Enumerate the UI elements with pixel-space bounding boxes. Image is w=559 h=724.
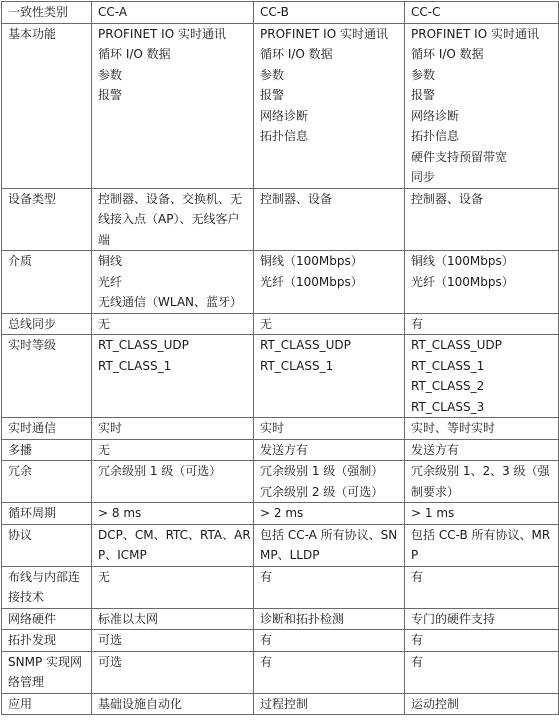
cell-text: 冗余级别 1、2、3 级（强制要求） xyxy=(411,464,550,499)
header-cell-category xyxy=(2,2,92,24)
cell-text: 总线同步 xyxy=(8,316,57,331)
cell-text: 冗余级别 1 级（可选） xyxy=(98,464,222,478)
cell-text: 标准以太网 xyxy=(98,611,159,626)
cell-text: 网络硬件 xyxy=(8,611,57,626)
cell-text: 可选 xyxy=(98,654,123,669)
cell-text: 实时 xyxy=(98,421,123,435)
cc-c-cell xyxy=(405,418,559,440)
cc-c-cell xyxy=(405,566,559,608)
cc-b-cell xyxy=(254,439,405,461)
cc-b-cell xyxy=(254,188,405,251)
cell-text: 基础设施自动化 xyxy=(98,696,183,711)
cell-text: 铜线 xyxy=(98,254,123,268)
cell-text: 过程控制 xyxy=(260,696,309,711)
category-cell xyxy=(2,251,92,314)
table-row xyxy=(2,23,559,188)
table-row xyxy=(2,524,559,566)
cell-text: 基本功能 xyxy=(8,26,57,41)
cell-text: 报警 xyxy=(260,88,285,102)
cell-text: 实时、等时实时 xyxy=(411,421,496,435)
cell-text: 专门的硬件支持 xyxy=(411,611,496,626)
table-row xyxy=(2,693,559,715)
cc-b-cell xyxy=(254,418,405,440)
cell-text: 包括 CC-A 所有协议、SNMP、LLDP xyxy=(260,527,398,562)
cc-c-cell xyxy=(405,608,559,630)
profinet-conformance-class-table xyxy=(1,1,559,715)
cell-text: 拓扑信息 xyxy=(260,129,309,143)
cc-c-cell xyxy=(405,630,559,652)
table-body xyxy=(2,2,559,715)
category-cell xyxy=(2,418,92,440)
cell-text: CC-C xyxy=(411,5,441,19)
cell-text: 同步 xyxy=(411,170,436,184)
category-cell xyxy=(2,608,92,630)
cell-text: 参数 xyxy=(98,67,123,82)
category-cell xyxy=(2,503,92,525)
cell-text: 铜线（100Mbps） xyxy=(260,254,363,268)
cell-text: CC-A xyxy=(98,5,128,19)
cell-text: 光纤（100Mbps） xyxy=(411,274,514,289)
cell-text: 布线与内部连接技术 xyxy=(8,569,81,604)
cell-text: 有 xyxy=(260,654,273,669)
cell-text: 冗余级别 2 级（可选） xyxy=(260,484,384,499)
cell-text: 参数 xyxy=(411,67,436,82)
category-cell xyxy=(2,693,92,715)
cc-b-cell xyxy=(254,630,405,652)
cc-b-cell xyxy=(254,251,405,314)
cell-text: 无 xyxy=(98,569,111,584)
cell-text: > 2 ms xyxy=(260,506,304,520)
category-cell xyxy=(2,439,92,461)
cc-c-cell xyxy=(405,524,559,566)
table-row xyxy=(2,566,559,608)
cell-text: 控制器、设备 xyxy=(260,191,333,206)
cell-text: RT_CLASS_1 xyxy=(411,358,485,373)
cell-text: CC-B xyxy=(260,5,289,19)
cc-b-cell xyxy=(254,651,405,693)
cell-text: > 8 ms xyxy=(98,506,142,520)
cell-text: 控制器、设备、交换机、无线接入点（AP）、无线客户端 xyxy=(98,191,243,247)
category-cell xyxy=(2,313,92,335)
cc-a-cell xyxy=(92,23,254,188)
cell-text: 无 xyxy=(98,442,111,457)
cell-text: 介质 xyxy=(8,254,33,268)
cell-text: 铜线（100Mbps） xyxy=(411,254,514,268)
cell-text: PROFINET IO 实时通讯 xyxy=(260,26,388,41)
cell-text: 有 xyxy=(411,316,424,331)
cell-text: > 1 ms xyxy=(411,506,455,520)
cc-b-cell xyxy=(254,693,405,715)
cell-text: 报警 xyxy=(411,88,436,102)
cc-a-cell xyxy=(92,630,254,652)
table-row xyxy=(2,251,559,314)
cell-text: RT_CLASS_UDP xyxy=(98,338,189,352)
table-row xyxy=(2,313,559,335)
cc-c-cell xyxy=(405,23,559,188)
cell-text: 诊断和拓扑检测 xyxy=(260,611,345,626)
cell-text: 实时 xyxy=(260,421,285,435)
cell-text: 循环 I/O 数据 xyxy=(411,47,484,61)
cell-text: 光纤（100Mbps） xyxy=(260,274,363,289)
cell-text: 包括 CC-B 所有协议、MRP xyxy=(411,527,551,562)
category-cell xyxy=(2,630,92,652)
cc-b-cell xyxy=(254,524,405,566)
cell-text: 无 xyxy=(260,316,273,331)
cell-text: PROFINET IO 实时通讯 xyxy=(411,26,539,41)
cc-a-cell xyxy=(92,693,254,715)
cell-text: 有 xyxy=(260,569,273,584)
cell-text: 控制器、设备 xyxy=(411,191,484,206)
cc-a-cell xyxy=(92,608,254,630)
header-cell-cc-a xyxy=(92,2,254,24)
cell-text: 拓扑发现 xyxy=(8,633,57,647)
cell-text: 光纤 xyxy=(98,274,123,289)
cc-b-cell xyxy=(254,608,405,630)
cc-b-cell xyxy=(254,503,405,525)
cc-b-cell xyxy=(254,23,405,188)
cell-text: 循环周期 xyxy=(8,506,57,520)
cell-text: 无 xyxy=(98,316,111,331)
table-row xyxy=(2,461,559,503)
cell-text: 网络诊断 xyxy=(260,108,309,123)
cc-c-cell xyxy=(405,503,559,525)
cell-text: 冗余级别 1 级（强制） xyxy=(260,464,384,478)
category-cell xyxy=(2,651,92,693)
cell-text: RT_CLASS_1 xyxy=(98,358,172,373)
cc-a-cell xyxy=(92,461,254,503)
table-row xyxy=(2,418,559,440)
table-row xyxy=(2,503,559,525)
category-cell xyxy=(2,23,92,188)
cc-b-cell xyxy=(254,461,405,503)
cell-text: 实时等级 xyxy=(8,338,57,352)
table-row xyxy=(2,439,559,461)
category-cell xyxy=(2,566,92,608)
cc-a-cell xyxy=(92,503,254,525)
cc-c-cell xyxy=(405,188,559,251)
table-row xyxy=(2,335,559,418)
cell-text: 有 xyxy=(260,633,273,647)
table-row xyxy=(2,651,559,693)
table-row xyxy=(2,630,559,652)
cc-a-cell xyxy=(92,251,254,314)
cc-c-cell xyxy=(405,313,559,335)
category-cell xyxy=(2,335,92,418)
cc-b-cell xyxy=(254,335,405,418)
cell-text: 可选 xyxy=(98,633,123,647)
cell-text: 发送方有 xyxy=(260,442,309,457)
cell-text: RT_CLASS_UDP xyxy=(411,338,502,352)
header-cell-cc-c xyxy=(405,2,559,24)
category-cell xyxy=(2,524,92,566)
cell-text: 运动控制 xyxy=(411,696,460,711)
cc-c-cell xyxy=(405,439,559,461)
cc-a-cell xyxy=(92,566,254,608)
table-row xyxy=(2,608,559,630)
cell-text: 有 xyxy=(411,654,424,669)
cell-text: 多播 xyxy=(8,442,33,457)
cell-text: 有 xyxy=(411,569,424,584)
cell-text: 设备类型 xyxy=(8,191,57,206)
cell-text: SNMP 实现网络管理 xyxy=(8,654,82,689)
category-cell xyxy=(2,461,92,503)
cell-text: 冗余 xyxy=(8,464,33,478)
cell-text: 无线通信（WLAN、蓝牙） xyxy=(98,295,243,309)
cc-c-cell xyxy=(405,693,559,715)
cc-a-cell xyxy=(92,439,254,461)
cell-text: 拓扑信息 xyxy=(411,129,460,143)
cc-c-cell xyxy=(405,461,559,503)
cell-text: 实时通信 xyxy=(8,421,57,435)
cell-text: RT_CLASS_1 xyxy=(260,358,334,373)
cell-text: 协议 xyxy=(8,527,33,542)
cc-a-cell xyxy=(92,418,254,440)
cc-c-cell xyxy=(405,651,559,693)
cc-a-cell xyxy=(92,313,254,335)
cell-text: 参数 xyxy=(260,67,285,82)
category-cell xyxy=(2,188,92,251)
header-cell-cc-b xyxy=(254,2,405,24)
cell-text: PROFINET IO 实时通讯 xyxy=(98,26,226,41)
cell-text: 发送方有 xyxy=(411,442,460,457)
cc-a-cell xyxy=(92,188,254,251)
cell-text: 一致性类别 xyxy=(8,5,69,19)
cc-b-cell xyxy=(254,566,405,608)
cell-text: RT_CLASS_2 xyxy=(411,379,485,393)
cell-text: 有 xyxy=(411,633,424,647)
cell-text: 报警 xyxy=(98,88,123,102)
cc-b-cell xyxy=(254,313,405,335)
cc-a-cell xyxy=(92,651,254,693)
header-row xyxy=(2,2,559,24)
cell-text: 循环 I/O 数据 xyxy=(98,47,171,61)
table-row xyxy=(2,188,559,251)
cell-text: DCP、CM、RTC、RTA、ARP、ICMP xyxy=(98,527,251,562)
cell-text: 硬件支持预留带宽 xyxy=(411,149,508,164)
cell-text: RT_CLASS_UDP xyxy=(260,338,351,352)
cell-text: 循环 I/O 数据 xyxy=(260,47,333,61)
cc-a-cell xyxy=(92,524,254,566)
cell-text: 应用 xyxy=(8,696,33,711)
cell-text: 网络诊断 xyxy=(411,108,460,123)
cell-text: RT_CLASS_3 xyxy=(411,399,485,414)
cc-a-cell xyxy=(92,335,254,418)
cc-c-cell xyxy=(405,251,559,314)
cc-c-cell xyxy=(405,335,559,418)
